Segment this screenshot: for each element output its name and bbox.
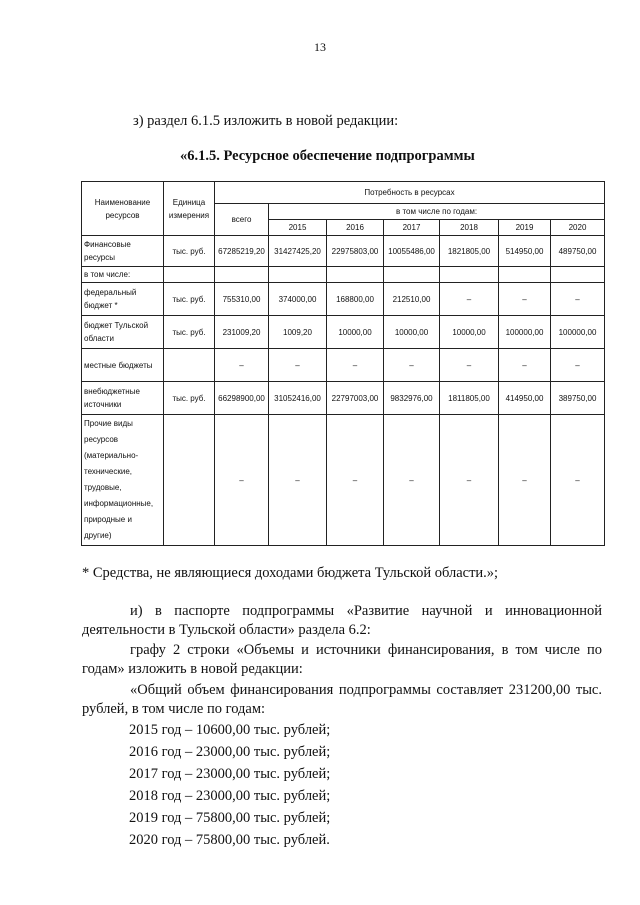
row-total: 67285219,20: [215, 236, 269, 267]
row-value: 10055486,00: [384, 236, 440, 267]
row-total: 66298900,00: [215, 382, 269, 415]
row-total: 231009,20: [215, 316, 269, 349]
row-value: –: [384, 349, 440, 382]
table-row: [82, 283, 605, 316]
row-total: –: [215, 415, 269, 546]
table-footnote: * Средства, не являющиеся доходами бюджета Тульской области.»;: [82, 565, 499, 581]
section-subtitle: «6.1.5. Ресурсное обеспечение подпрограммы: [180, 148, 475, 164]
row-unit: тыс. руб.: [164, 283, 215, 316]
row-unit: [164, 415, 215, 546]
header-unit: Единица измерения: [164, 182, 215, 236]
row-name: местные бюджеты: [82, 349, 164, 382]
row-value: –: [499, 349, 551, 382]
row-value: –: [327, 415, 384, 546]
row-value: 22975803,00: [327, 236, 384, 267]
header-total: всего: [215, 204, 269, 236]
row-value: –: [499, 415, 551, 546]
section-intro: з) раздел 6.1.5 изложить в новой редакции:: [133, 113, 399, 129]
row-name: Финансовые ресурсы: [82, 236, 164, 267]
year-line: 2017 год – 23000,00 тыс. рублей;: [129, 766, 331, 782]
header-year: 2018: [440, 220, 499, 236]
year-line: 2020 год – 75800,00 тыс. рублей.: [129, 832, 330, 848]
row-value: 9832976,00: [384, 382, 440, 415]
row-unit: тыс. руб.: [164, 316, 215, 349]
paragraph-passport: и) в паспорте подпрограммы «Развитие научной и инновационной деятельности в Тульской области» раздела 6.2:: [82, 603, 602, 638]
row-value: 10000,00: [440, 316, 499, 349]
header-year: 2020: [551, 220, 605, 236]
table-row: [82, 382, 605, 415]
row-name: федеральный бюджет *: [82, 283, 164, 316]
row-value: 414950,00: [499, 382, 551, 415]
year-line: 2019 год – 75800,00 тыс. рублей;: [129, 810, 331, 826]
page-number: 13: [314, 40, 326, 54]
row-value: –: [440, 415, 499, 546]
row-value: –: [269, 415, 327, 546]
row-total: –: [215, 349, 269, 382]
row-name: в том числе:: [82, 267, 164, 283]
row-value: –: [384, 415, 440, 546]
row-value: 10000,00: [327, 316, 384, 349]
row-value: 212510,00: [384, 283, 440, 316]
row-name: внебюджетные источники: [82, 382, 164, 415]
row-value: 1821805,00: [440, 236, 499, 267]
row-unit: тыс. руб.: [164, 236, 215, 267]
paragraph-column: графу 2 строки «Объемы и источники финансирования, в том числе по годам» изложить в новой редакции:: [82, 642, 602, 677]
table-row: [82, 415, 605, 546]
row-value: 389750,00: [551, 382, 605, 415]
row-value: –: [269, 349, 327, 382]
header-year: 2019: [499, 220, 551, 236]
table-row: [82, 267, 605, 283]
row-unit: [164, 349, 215, 382]
row-total: 755310,00: [215, 283, 269, 316]
row-value: –: [551, 283, 605, 316]
row-value: 1009,20: [269, 316, 327, 349]
row-value: 489750,00: [551, 236, 605, 267]
row-name: бюджет Тульской области: [82, 316, 164, 349]
row-value: –: [440, 283, 499, 316]
row-value: –: [551, 349, 605, 382]
row-value: 10000,00: [384, 316, 440, 349]
row-unit: тыс. руб.: [164, 382, 215, 415]
row-value: 1811805,00: [440, 382, 499, 415]
row-value: –: [440, 349, 499, 382]
resource-table: [81, 181, 605, 546]
row-value: 31427425,20: [269, 236, 327, 267]
row-value: 31052416,00: [269, 382, 327, 415]
row-value: 514950,00: [499, 236, 551, 267]
table-row: [82, 349, 605, 382]
row-value: –: [551, 415, 605, 546]
row-value: –: [327, 349, 384, 382]
row-value: 100000,00: [551, 316, 605, 349]
row-value: 100000,00: [499, 316, 551, 349]
year-line: 2018 год – 23000,00 тыс. рублей;: [129, 788, 331, 804]
row-value: –: [499, 283, 551, 316]
row-value: 168800,00: [327, 283, 384, 316]
header-need: Потребность в ресурсах: [215, 182, 605, 204]
header-name: Наименование ресурсов: [82, 182, 164, 236]
header-year: 2015: [269, 220, 327, 236]
header-year: 2017: [384, 220, 440, 236]
row-value: 22797003,00: [327, 382, 384, 415]
year-line: 2016 год – 23000,00 тыс. рублей;: [129, 744, 331, 760]
table-row: [82, 236, 605, 267]
table-row: [82, 316, 605, 349]
year-line: 2015 год – 10600,00 тыс. рублей;: [129, 722, 331, 738]
paragraph-total-funding: «Общий объем финансирования подпрограммы составляет 231200,00 тыс. рублей, в том числе по годам:: [82, 682, 602, 717]
header-by-year: в том числе по годам:: [269, 204, 605, 220]
header-year: 2016: [327, 220, 384, 236]
row-value: 374000,00: [269, 283, 327, 316]
row-name: Прочие виды ресурсов (материально-технические, трудовые, информационные, природные и другие): [82, 415, 164, 546]
